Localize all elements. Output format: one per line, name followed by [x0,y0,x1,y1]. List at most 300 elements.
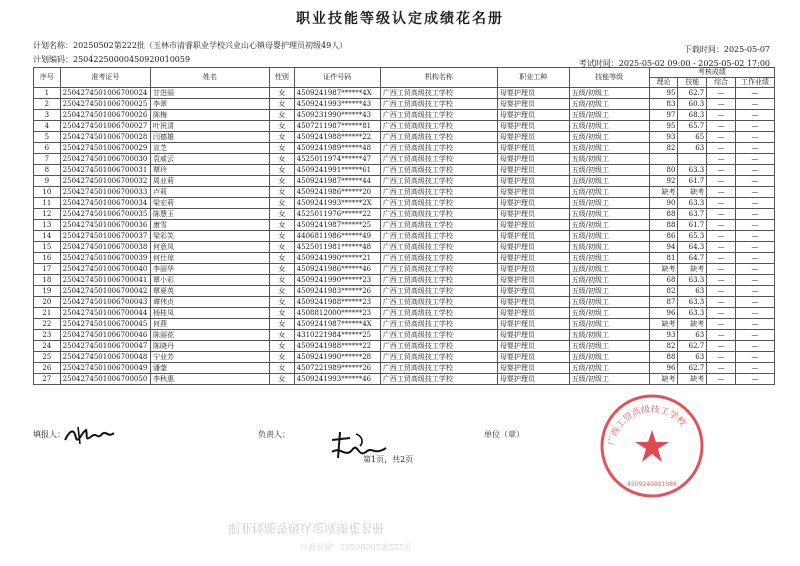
row-ticket: 2504274501006700025 [60,99,150,110]
row-id: 4509241983******26 [294,286,380,297]
row-skill: 65.7 [678,121,707,132]
row-skill: 63.7 [678,209,707,220]
row-gender: 女 [270,165,295,176]
row-skill: 缺考 [678,264,707,275]
row-name: 宁业芳 [150,352,269,363]
row-occupation: 母婴护理员 [497,319,569,330]
row-work: — [735,308,774,319]
row-occupation: 母婴护理员 [497,341,569,352]
table-row [34,374,775,385]
row-id: 4507221989******26 [294,363,380,374]
row-overall: — [707,176,736,187]
row-skill: 68.3 [678,110,707,121]
row-org: 广西工贸高级技工学校 [380,143,497,154]
row-id: 4509241990******23 [294,275,380,286]
row-occupation: 母婴护理员 [497,308,569,319]
row-name: 潘蓥 [150,363,269,374]
row-occupation: 母婴护理员 [497,187,569,198]
row-overall: — [707,286,736,297]
row-work: — [735,275,774,286]
row-name: 陈梅 [150,110,269,121]
row-ticket: 2504274501006700042 [60,286,150,297]
row-seq: 22 [34,319,61,330]
row-level: 五级/初级工 [569,110,649,121]
table-row [34,88,775,99]
row-id: 4509241993******2X [294,198,380,209]
table-row [34,220,775,231]
row-work: — [735,176,774,187]
row-ticket: 2504274501006700040 [60,264,150,275]
row-id: 4509241987******4X [294,319,380,330]
row-seq: 27 [34,374,61,385]
row-name: 何仕琼 [150,253,269,264]
row-skill: 63 [678,143,707,154]
row-gender: 女 [270,330,295,341]
row-gender: 女 [270,132,295,143]
row-occupation: 母婴护理员 [497,264,569,275]
row-name: 李翠 [150,99,269,110]
row-id: 4509241987******4X [294,88,380,99]
row-work: — [735,99,774,110]
row-ticket: 2504274501006700046 [60,330,150,341]
table-row [34,176,775,187]
row-org: 广西工贸高级技工学校 [380,165,497,176]
row-occupation: 母婴护理员 [497,176,569,187]
row-occupation: 母婴护理员 [497,242,569,253]
row-org: 广西工贸高级技工学校 [380,209,497,220]
row-ticket: 2504274501006700024 [60,88,150,99]
row-occupation: 母婴护理员 [497,220,569,231]
row-id: 4509241993******43 [294,99,380,110]
row-ticket: 2504274501006700027 [60,121,150,132]
row-work: — [735,88,774,99]
table-row [34,143,775,154]
row-theory: 88 [649,220,678,231]
row-theory: 81 [649,253,678,264]
header-org: 机构名称 [380,68,497,88]
row-seq: 26 [34,363,61,374]
row-org: 广西工贸高级技工学校 [380,220,497,231]
download-time: 下载时间：2025-05-07 [683,45,770,54]
row-seq: 6 [34,143,61,154]
row-id: 4509241988******23 [294,297,380,308]
row-seq: 20 [34,297,61,308]
row-name: 覃玲 [150,165,269,176]
row-overall: — [707,88,736,99]
svg-text:4509240001086: 4509240001086 [627,481,677,488]
row-seq: 16 [34,253,61,264]
row-skill [678,154,707,165]
row-ticket: 2504274501006700039 [60,253,150,264]
row-name: 梁宏莉 [150,198,269,209]
row-level: 五级/初级工 [569,99,649,110]
row-org: 广西工贸高级技工学校 [380,264,497,275]
row-occupation: 母婴护理员 [497,165,569,176]
row-seq: 10 [34,187,61,198]
unit-label: 单位（章） [484,430,524,439]
row-occupation: 母婴护理员 [497,231,569,242]
row-level: 五级/初级工 [569,154,649,165]
row-gender: 女 [270,121,295,132]
row-gender: 女 [270,231,295,242]
row-gender: 女 [270,363,295,374]
row-gender: 女 [270,275,295,286]
row-org: 广西工贸高级技工学校 [380,242,497,253]
row-ticket: 2504274501006700047 [60,341,150,352]
row-level: 五级/初级工 [569,319,649,330]
row-seq: 19 [34,286,61,297]
row-theory [649,154,678,165]
row-org: 广西工贸高级技工学校 [380,352,497,363]
row-work: — [735,143,774,154]
row-overall: — [707,308,736,319]
row-skill: 63.3 [678,198,707,209]
row-work: — [735,264,774,275]
row-level: 五级/初级工 [569,220,649,231]
row-seq: 5 [34,132,61,143]
row-id: 4509241988******22 [294,341,380,352]
row-overall: — [707,165,736,176]
header-id: 证件号码 [294,68,380,88]
row-level: 五级/初级工 [569,286,649,297]
row-overall: — [707,99,736,110]
row-occupation: 母婴护理员 [497,99,569,110]
row-org: 广西工贸高级技工学校 [380,110,497,121]
row-id: 4509241990******28 [294,352,380,363]
table-header-row [34,68,775,78]
row-skill: 65 [678,132,707,143]
row-gender: 女 [270,209,295,220]
row-org: 广西工贸高级技工学校 [380,99,497,110]
row-work: — [735,363,774,374]
row-skill: 65.3 [678,231,707,242]
row-theory: 68 [649,275,678,286]
row-ticket: 2504274501006700044 [60,308,150,319]
row-name: 闫德雄 [150,132,269,143]
row-id: 4406811986******49 [294,231,380,242]
responsible-label: 负责人： [258,430,290,439]
row-org: 广西工贸高级技工学校 [380,176,497,187]
row-gender: 女 [270,264,295,275]
row-ticket: 2504274501006700033 [60,187,150,198]
table-row [34,308,775,319]
row-level: 五级/初级工 [569,264,649,275]
row-occupation: 母婴护理员 [497,297,569,308]
row-id: 4507211987******81 [294,121,380,132]
row-seq: 18 [34,275,61,286]
row-org: 广西工贸高级技工学校 [380,88,497,99]
header-name: 姓名 [150,68,269,88]
row-work: — [735,209,774,220]
row-work: — [735,165,774,176]
row-id: 4508812000******23 [294,308,380,319]
row-overall: — [707,363,736,374]
row-name: 覃小彩 [150,275,269,286]
row-org: 广西工贸高级技工学校 [380,363,497,374]
row-org: 广西工贸高级技工学校 [380,253,497,264]
row-occupation: 母婴护理员 [497,110,569,121]
row-org: 广西工贸高级技工学校 [380,198,497,209]
row-skill: 64.7 [678,253,707,264]
row-org: 广西工贸高级技工学校 [380,286,497,297]
row-seq: 15 [34,242,61,253]
row-work: — [735,231,774,242]
row-ticket: 2504274501006700048 [60,352,150,363]
row-skill: 62.7 [678,341,707,352]
row-gender: 女 [270,143,295,154]
row-occupation: 母婴护理员 [497,154,569,165]
row-level: 五级/初级工 [569,209,649,220]
row-name: 何燕 [150,319,269,330]
row-overall: — [707,374,736,385]
svg-text:广西工贸高级技工学校: 广西工贸高级技工学校 [607,404,688,447]
row-seq: 17 [34,264,61,275]
row-name: 宣芝 [150,143,269,154]
table-row [34,341,775,352]
row-work: — [735,198,774,209]
row-id: 4509241993******46 [294,374,380,385]
row-id: 4509241991******61 [294,165,380,176]
row-skill: 62.7 [678,363,707,374]
table-row [34,187,775,198]
row-level: 五级/初级工 [569,253,649,264]
row-overall: — [707,275,736,286]
row-ticket: 2504274501006700026 [60,110,150,121]
row-id: 4509241987******44 [294,176,380,187]
row-gender: 女 [270,88,295,99]
row-level: 五级/初级工 [569,374,649,385]
row-ticket: 2504274501006700045 [60,319,150,330]
row-occupation: 母婴护理员 [497,132,569,143]
row-work: — [735,242,774,253]
row-overall: — [707,121,736,132]
header-seq: 序号 [34,68,61,88]
row-gender: 女 [270,99,295,110]
row-id: 4525011976******22 [294,209,380,220]
row-occupation: 母婴护理员 [497,121,569,132]
row-theory: 88 [649,352,678,363]
row-theory: 93 [649,330,678,341]
row-name: 梁彩笑 [150,231,269,242]
header-theory: 理论 [649,78,678,88]
row-gender: 女 [270,352,295,363]
table-row [34,319,775,330]
row-skill: 64.3 [678,242,707,253]
row-seq: 21 [34,308,61,319]
row-overall: — [707,209,736,220]
document-title: 职业技能等级认定成绩花名册 [296,11,504,27]
row-id: 4509241987******25 [294,220,380,231]
table-row [34,330,775,341]
table-row [34,297,775,308]
row-skill: 63.3 [678,297,707,308]
header-gender: 性别 [270,68,295,88]
row-ticket: 2504274501006700028 [60,132,150,143]
row-ticket: 2504274501006700034 [60,198,150,209]
row-org: 广西工贸高级技工学校 [380,308,497,319]
header-level: 技能等级 [569,68,649,88]
header-occupation: 职业工种 [497,68,569,88]
row-overall: — [707,242,736,253]
row-id: 4310221984******25 [294,330,380,341]
row-work: — [735,319,774,330]
row-overall: — [707,132,736,143]
row-overall: — [707,319,736,330]
row-theory: 83 [649,99,678,110]
row-theory: 90 [649,198,678,209]
row-org: 广西工贸高级技工学校 [380,330,497,341]
row-ticket: 2504274501006700041 [60,275,150,286]
row-skill: 61.7 [678,220,707,231]
bleed-through-subtext: 计划名称：20250502第222批 [300,542,412,551]
row-theory: 88 [649,209,678,220]
row-skill: 63 [678,352,707,363]
row-gender: 女 [270,286,295,297]
row-occupation: 母婴护理员 [497,209,569,220]
row-skill: 62.7 [678,88,707,99]
row-gender: 女 [270,242,295,253]
row-level: 五级/初级工 [569,176,649,187]
row-level: 五级/初级工 [569,341,649,352]
row-name: 陈慧玉 [150,209,269,220]
row-gender: 女 [270,187,295,198]
row-work: — [735,121,774,132]
row-ticket: 2504274501006700050 [60,374,150,385]
row-org: 广西工贸高级技工学校 [380,132,497,143]
row-ticket: 2504274501006700043 [60,297,150,308]
exam-time: 考试时间：2025-05-02 09:00 - 2025-05-02 17:00 [578,59,770,68]
row-level: 五级/初级工 [569,297,649,308]
row-occupation: 母婴护理员 [497,286,569,297]
row-name: 陈晓丹 [150,341,269,352]
table-row [34,165,775,176]
row-theory: 86 [649,231,678,242]
row-level: 五级/初级工 [569,275,649,286]
row-work: — [735,154,774,165]
row-gender: 女 [270,253,295,264]
row-name: 康雪 [150,220,269,231]
row-name: 何意凤 [150,242,269,253]
row-id: 4509241989******48 [294,143,380,154]
row-theory: 缺考 [649,187,678,198]
row-level: 五级/初级工 [569,121,649,132]
row-id: 4525011974******47 [294,154,380,165]
header-overall: 综合 [707,78,736,88]
row-theory: 87 [649,297,678,308]
row-theory: 95 [649,88,678,99]
row-name: 周业莉 [150,176,269,187]
score-table [33,67,775,385]
row-work: — [735,286,774,297]
row-occupation: 母婴护理员 [497,363,569,374]
row-level: 五级/初级工 [569,143,649,154]
row-work: — [735,187,774,198]
row-ticket: 2504274501006700049 [60,363,150,374]
official-seal-stamp [598,392,706,500]
row-overall: — [707,187,736,198]
row-org: 广西工贸高级技工学校 [380,231,497,242]
row-work: — [735,341,774,352]
row-skill: 63 [678,286,707,297]
row-org: 广西工贸高级技工学校 [380,374,497,385]
row-seq: 7 [34,154,61,165]
row-org: 广西工贸高级技工学校 [380,275,497,286]
table-row [34,363,775,374]
row-level: 五级/初级工 [569,231,649,242]
row-gender: 女 [270,308,295,319]
row-seq: 14 [34,231,61,242]
row-id: 4509241988******22 [294,132,380,143]
row-overall: — [707,110,736,121]
row-ticket: 2504274501006700035 [60,209,150,220]
row-theory: 缺考 [649,319,678,330]
row-theory: 82 [649,286,678,297]
row-overall: — [707,231,736,242]
row-skill: 63.3 [678,275,707,286]
row-seq: 23 [34,330,61,341]
row-seq: 12 [34,209,61,220]
row-seq: 8 [34,165,61,176]
header-ticket: 准考证号 [60,68,150,88]
row-occupation: 母婴护理员 [497,253,569,264]
row-seq: 11 [34,198,61,209]
row-skill: 缺考 [678,374,707,385]
row-skill: 缺考 [678,319,707,330]
row-id: 4509241990******21 [294,253,380,264]
header-scores: 考核成绩 [649,68,774,78]
row-id: 4509231990******43 [294,110,380,121]
row-theory: 92 [649,176,678,187]
row-level: 五级/初级工 [569,132,649,143]
row-theory: 93 [649,132,678,143]
row-seq: 2 [34,99,61,110]
row-seq: 13 [34,220,61,231]
row-level: 五级/初级工 [569,165,649,176]
table-row [34,209,775,220]
row-occupation: 母婴护理员 [497,143,569,154]
row-overall: — [707,143,736,154]
row-theory: 96 [649,363,678,374]
table-row [34,275,775,286]
table-row [34,132,775,143]
row-work: — [735,374,774,385]
row-name: 谭伟贞 [150,297,269,308]
table-row [34,198,775,209]
table-row [34,242,775,253]
row-ticket: 2504274501006700032 [60,176,150,187]
row-org: 广西工贸高级技工学校 [380,121,497,132]
row-overall: — [707,253,736,264]
row-gender: 女 [270,110,295,121]
row-occupation: 母婴护理员 [497,275,569,286]
row-id: 4509241986******20 [294,187,380,198]
row-gender: 女 [270,198,295,209]
row-level: 五级/初级工 [569,308,649,319]
row-overall: — [707,330,736,341]
row-work: — [735,253,774,264]
row-overall: — [707,264,736,275]
row-name: 甘进丽 [150,88,269,99]
row-level: 五级/初级工 [569,330,649,341]
row-ticket: 2504274501006700029 [60,143,150,154]
row-theory: 缺考 [649,374,678,385]
row-seq: 9 [34,176,61,187]
row-level: 五级/初级工 [569,88,649,99]
row-skill: 61.7 [678,176,707,187]
table-row [34,99,775,110]
row-gender: 女 [270,374,295,385]
row-overall: — [707,220,736,231]
